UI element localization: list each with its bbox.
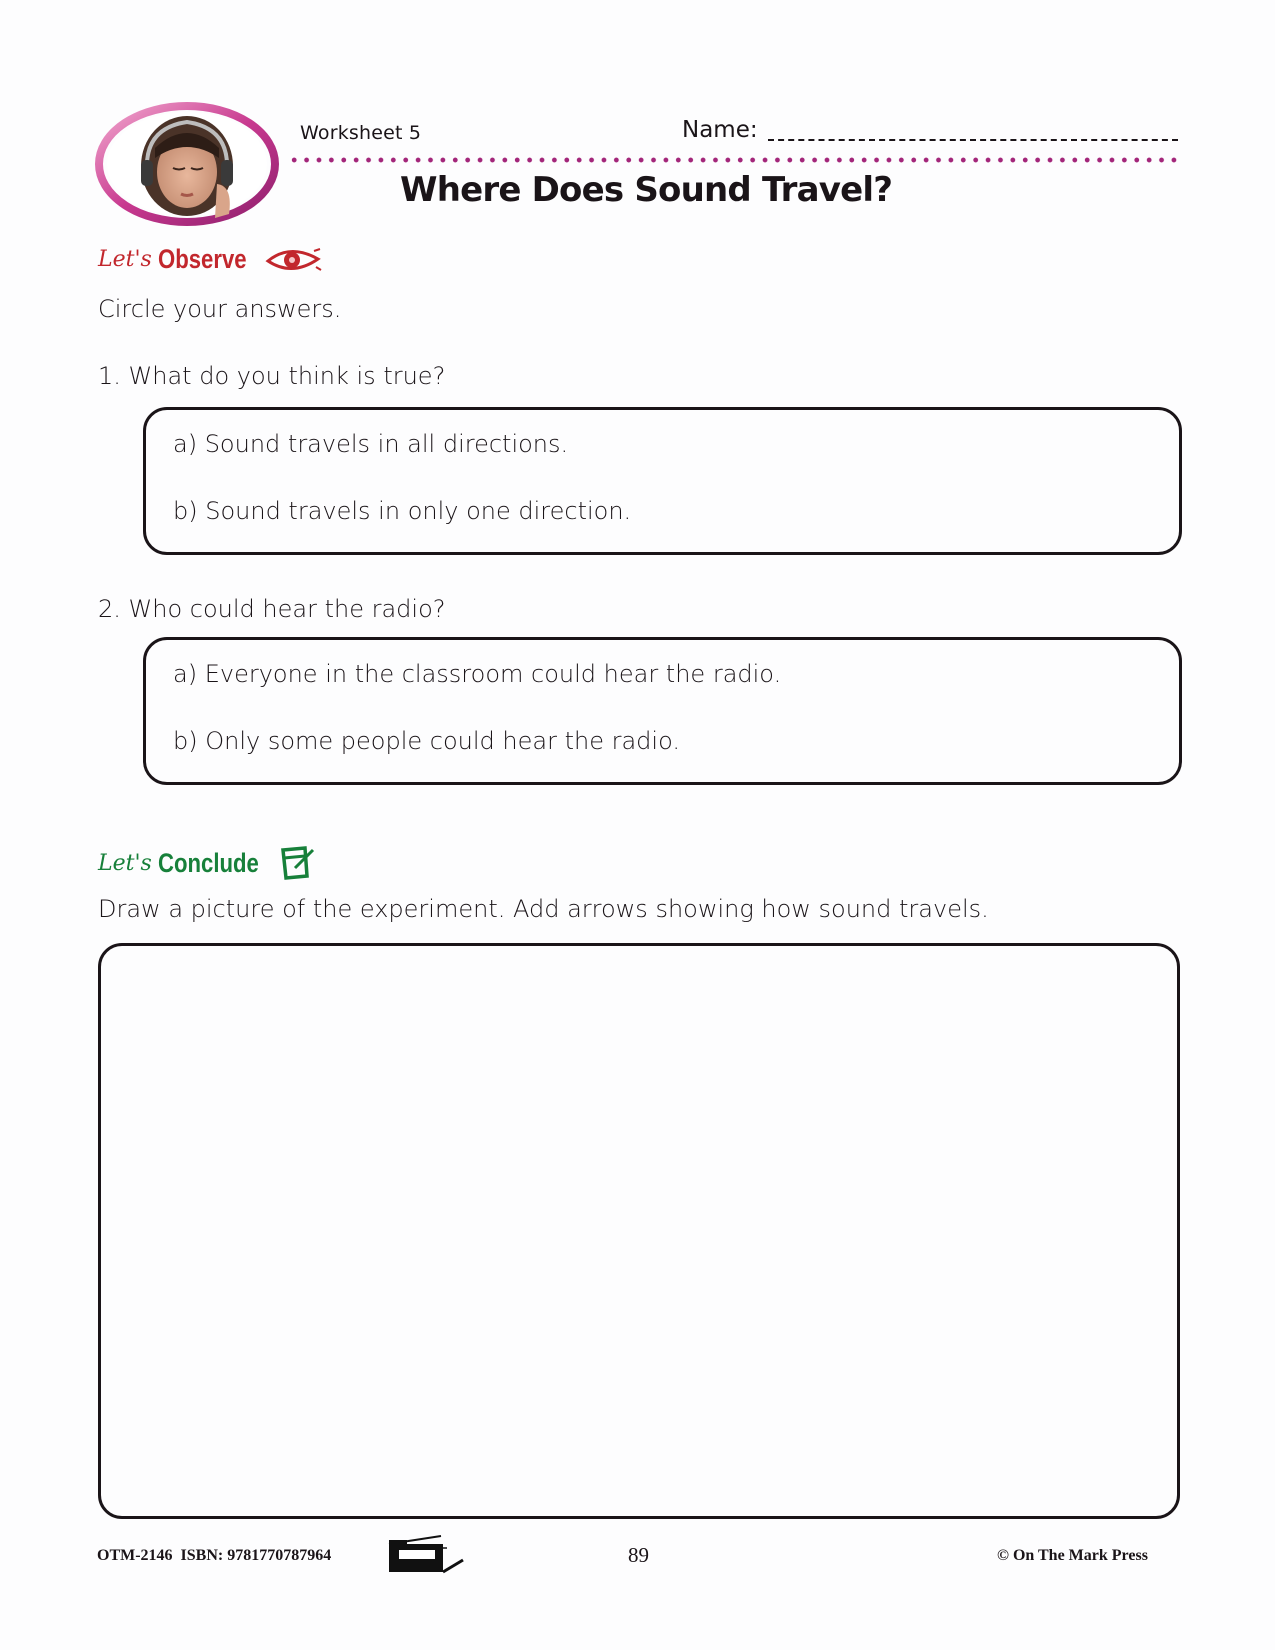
eye-icon [264, 245, 322, 275]
observe-script-word: Let's [98, 247, 152, 272]
observe-bold-word: Observe [157, 244, 247, 274]
girl-with-headphones-photo [95, 100, 285, 230]
lets-conclude-heading [98, 846, 317, 880]
name-label: Name: [682, 117, 758, 143]
footer-isbn: OTM-2146 ISBN: 9781770787964 [97, 1547, 332, 1564]
question-1-answer-box [143, 407, 1182, 555]
drawing-area[interactable] [98, 943, 1180, 1519]
dotted-divider [288, 156, 1180, 164]
page-number: 89 [628, 1543, 649, 1567]
question-1-prompt: 1. What do you think is true? [98, 362, 446, 390]
question-1-option-b[interactable]: b) Sound travels in only one direction. [173, 497, 632, 525]
conclude-script-word: Let's [98, 850, 152, 876]
lets-observe-heading [98, 244, 322, 275]
worksheet-label: Worksheet 5 [300, 122, 422, 144]
conclude-bold-word: Conclude [157, 847, 259, 878]
photocopier-icon [387, 1532, 467, 1574]
observe-instruction: Circle your answers. [98, 295, 342, 323]
footer-copyright: © On The Mark Press [997, 1547, 1148, 1564]
question-1-option-a[interactable]: a) Sound travels in all directions. [173, 430, 569, 458]
notepad-pencil-icon [279, 846, 317, 880]
name-input-line[interactable] [768, 139, 1178, 141]
page-title: Where Does Sound Travel? [400, 170, 893, 210]
header-logo [95, 100, 285, 230]
question-2-option-b[interactable]: b) Only some people could hear the radio. [173, 727, 680, 755]
question-2-prompt: 2. Who could hear the radio? [98, 595, 446, 623]
question-2-answer-box [143, 637, 1182, 785]
conclude-instruction: Draw a picture of the experiment. Add arrows showing how sound travels. [98, 895, 989, 923]
question-2-option-a[interactable]: a) Everyone in the classroom could hear the radio. [173, 660, 782, 688]
